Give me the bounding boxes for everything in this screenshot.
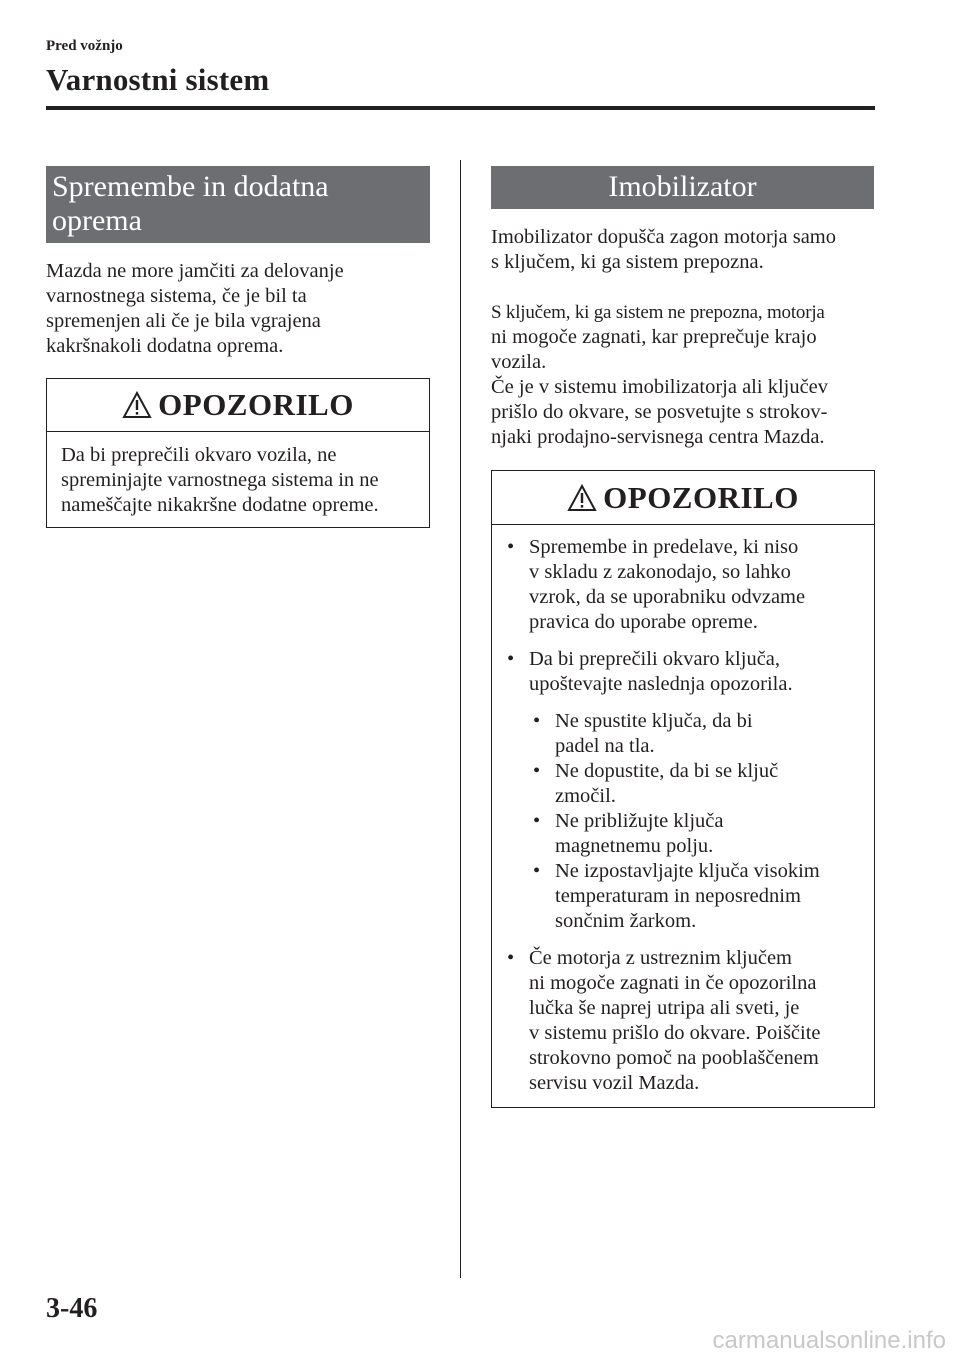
text-line: Da bi preprečili okvaro ključa, (529, 648, 781, 670)
sub-bullet-icon: • (533, 810, 541, 832)
text-line: upoštevajte naslednja opozorila. (529, 673, 793, 695)
warning-label: OPOZORILO (158, 387, 354, 422)
warning-header (492, 471, 874, 525)
text-line: spreminjajte varnostnega sistema in ne (61, 469, 379, 491)
warning-box-immobilizer (491, 470, 875, 1108)
text-line: pravica do uporabe opreme. (529, 611, 758, 633)
bullet-icon: • (507, 648, 515, 670)
text-line: Ne dopustite, da bi se ključ (555, 760, 779, 782)
page-title: Varnostni sistem (46, 62, 270, 97)
warning-list (492, 525, 874, 1096)
section-heading-line: Spremembe in dodatna (52, 170, 329, 203)
text-line: strokovno pomoč na pooblaščenem (529, 1047, 819, 1069)
sub-list-item (529, 709, 874, 759)
bullet-icon: • (507, 536, 515, 558)
list-item (492, 535, 874, 635)
immobilizer-details (491, 300, 874, 450)
section-heading-immobilizer (491, 166, 874, 209)
text-line: sončnim žarkom. (555, 910, 697, 932)
text-line: nameščajte nikakršne dodatne opreme. (61, 494, 379, 516)
text-line: Ne približujte ključa (555, 810, 724, 832)
text-line: prišlo do okvare, se posvetujte s strokov- (491, 401, 828, 423)
text-line: kakršnakoli dodatna oprema. (46, 335, 284, 357)
text-line: Imobilizator dopušča zagon motorja samo (491, 226, 836, 248)
text-line: vzrok, da se uporabniku odvzame (529, 586, 806, 608)
sub-list-item (529, 759, 874, 809)
bullet-icon: • (507, 947, 515, 969)
sub-bullet-icon: • (533, 760, 541, 782)
sub-list-item (529, 859, 874, 934)
text-line: Ne spustite ključa, da bi (555, 710, 753, 732)
text-line: njaki prodajno-servisnega centra Mazda. (491, 426, 825, 448)
text-line: spremenjen ali če je bila vgrajena (46, 310, 321, 332)
warning-triangle-icon (122, 391, 152, 419)
text-line: ni mogoče zagnati, kar preprečuje krajo (491, 326, 817, 348)
text-line: v skladu z zakonodajo, so lahko (529, 561, 791, 583)
text-line: ni mogoče zagnati in če opozorilna (529, 972, 817, 994)
text-line: S ključem, ki ga sistem ne prepozna, motorja (491, 302, 825, 323)
text-line: Če motorja z ustreznim ključem (529, 947, 793, 969)
text-line: Spremembe in predelave, ki niso (529, 536, 799, 558)
text-line: varnostnega sistema, če je bil ta (46, 285, 307, 307)
text-line: vozila. (491, 351, 547, 373)
text-line: temperaturam in neposrednim (555, 885, 801, 907)
text-line: magnetnemu polju. (555, 835, 714, 857)
section-heading-line: Imobilizator (608, 170, 757, 203)
warning-triangle-icon (567, 484, 597, 512)
section-heading-line: oprema (52, 204, 142, 237)
text-line: lučka še naprej utripa ali sveti, je (529, 997, 800, 1019)
section-heading-modifications (46, 166, 430, 243)
list-item (492, 647, 874, 934)
sub-list-item (529, 809, 874, 859)
text-line: Ne izpostavljajte ključa visokim (555, 860, 820, 882)
chapter-label: Pred vožnjo (46, 38, 123, 54)
immobilizer-intro (491, 225, 874, 275)
warning-text (47, 432, 429, 518)
header-rule (46, 106, 875, 110)
watermark: carmanualsonline.info (712, 1327, 946, 1354)
text-line: zmočil. (555, 785, 616, 807)
text-line: Mazda ne more jamčiti za delovanje (46, 260, 344, 282)
list-item (492, 946, 874, 1096)
warning-box-modifications (46, 378, 430, 528)
warning-label: OPOZORILO (603, 479, 799, 515)
sub-bullet-icon: • (533, 860, 541, 882)
text-line: v sistemu prišlo do okvare. Poiščite (529, 1022, 821, 1044)
page-number: 3-46 (46, 1293, 98, 1324)
text-line: s ključem, ki ga sistem prepozna. (491, 251, 764, 273)
text-line: Če je v sistemu imobilizatorja ali ključev (491, 376, 829, 398)
column-divider (460, 160, 461, 1278)
warning-header (47, 379, 429, 432)
sub-bullet-icon: • (533, 710, 541, 732)
text-line: Da bi preprečili okvaro vozila, ne (61, 444, 337, 466)
text-line: padel na tla. (555, 735, 655, 757)
text-line: servisu vozil Mazda. (529, 1072, 700, 1094)
modifications-paragraph (46, 259, 430, 359)
